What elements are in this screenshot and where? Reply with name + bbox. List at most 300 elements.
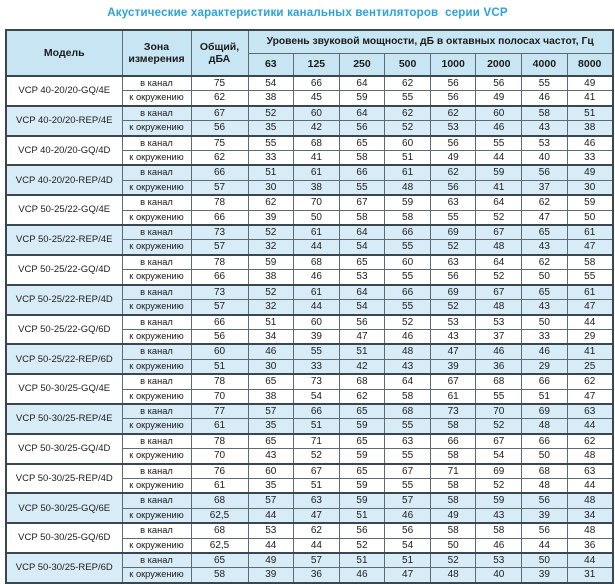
spl-cell: 51 [339,508,385,523]
spl-cell: 51 [385,553,431,568]
spl-cell: 68 [339,374,385,389]
model-cell: VCP 50-25/22-GQ/4D [6,255,122,285]
spl-cell: 54 [339,240,385,255]
spl-cell: 68 [294,136,340,151]
total-dba-cell: 66 [191,270,248,285]
spl-cell: 63 [567,404,613,419]
spl-cell: 52 [248,285,294,300]
spl-cell: 56 [522,165,568,180]
spl-cell: 66 [294,76,340,91]
spl-cell: 58 [430,493,476,508]
spl-cell: 58 [476,523,522,538]
spl-cell: 42 [339,359,385,374]
spl-cell: 33 [248,151,294,166]
spl-cell: 62 [430,106,476,121]
spl-cell: 62 [567,434,613,449]
model-cell: VCP 50-30/25-GQ/6E [6,493,122,523]
spl-cell: 39 [248,568,294,583]
spl-cell: 65 [339,255,385,270]
total-dba-cell: 60 [191,344,248,359]
spl-cell: 47 [339,329,385,344]
table-row [6,136,613,151]
spl-cell: 54 [294,389,340,404]
spl-cell: 50 [522,270,568,285]
spl-cell: 36 [476,359,522,374]
spl-cell: 49 [248,553,294,568]
spl-cell: 40 [476,568,522,583]
spl-cell: 46 [248,344,294,359]
spl-cell: 50 [522,315,568,330]
spl-cell: 40 [522,151,568,166]
total-dba-cell: 66 [191,315,248,330]
spl-cell: 57 [294,553,340,568]
table-row [6,225,613,240]
spl-cell: 50 [567,210,613,225]
spl-cell: 61 [567,285,613,300]
spl-cell: 38 [248,91,294,106]
zone-cell: в канал [122,553,191,568]
page-title: Акустические характеристики канальных вентиляторов серии VCP [107,7,508,19]
zone-cell: в канал [122,523,191,538]
spl-cell: 58 [385,210,431,225]
table-row [6,344,613,359]
model-cell: VCP 40-20/20-GQ/4E [6,76,122,106]
spl-cell: 49 [430,508,476,523]
spl-cell: 56 [430,91,476,106]
spl-cell: 55 [430,210,476,225]
spl-cell: 46 [476,121,522,136]
spl-cell: 59 [476,165,522,180]
model-cell: VCP 40-20/20-GQ/4D [6,136,122,166]
zone-cell: в канал [122,136,191,151]
spl-cell: 58 [522,106,568,121]
total-dba-cell: 66 [191,165,248,180]
total-dba-column-header: Общий, дБА [191,30,248,76]
spl-cell: 70 [476,404,522,419]
spl-cell: 49 [476,91,522,106]
zone-cell: к окружению [122,449,191,464]
spl-cell: 45 [294,91,340,106]
total-dba-cell: 56 [191,121,248,136]
zone-cell: в канал [122,404,191,419]
spl-cell: 51 [248,165,294,180]
spl-cell: 66 [385,225,431,240]
spl-cell: 63 [385,434,431,449]
freq-header-2000: 2000 [476,54,522,77]
spl-cell: 55 [385,91,431,106]
table-row [6,255,613,270]
spl-cell: 59 [248,255,294,270]
spl-cell: 46 [522,344,568,359]
spl-cell: 57 [385,493,431,508]
spl-cell: 61 [567,225,613,240]
spl-cell: 35 [248,419,294,434]
spl-cell: 48 [567,493,613,508]
zone-cell: в канал [122,106,191,121]
spl-cell: 44 [476,151,522,166]
spl-cell: 55 [385,240,431,255]
spl-cell: 38 [567,121,613,136]
spl-cell: 53 [522,136,568,151]
spl-cell: 60 [294,315,340,330]
spl-cell: 41 [476,180,522,195]
spl-cell: 63 [294,493,340,508]
spl-cell: 47 [567,300,613,315]
zone-cell: к окружению [122,478,191,493]
spl-cell: 56 [522,493,568,508]
spl-cell: 33 [522,329,568,344]
spl-cell: 61 [294,225,340,240]
spl-cell: 48 [567,449,613,464]
zone-cell: к окружению [122,270,191,285]
total-dba-cell: 57 [191,300,248,315]
spl-cell: 48 [476,300,522,315]
spl-cell: 65 [339,404,385,419]
table-row [6,165,613,180]
spl-cell: 56 [385,523,431,538]
spl-cell: 37 [522,180,568,195]
total-dba-cell: 62,5 [191,508,248,523]
spl-cell: 58 [430,478,476,493]
spl-cell: 68 [522,464,568,479]
spl-cell: 50 [522,553,568,568]
spl-cell: 38 [248,270,294,285]
spl-cell: 32 [248,240,294,255]
zone-cell: в канал [122,493,191,508]
spl-cell: 53 [339,270,385,285]
zone-cell: к окружению [122,91,191,106]
spl-cell: 67 [476,225,522,240]
spl-cell: 67 [339,195,385,210]
spl-cell: 47 [385,568,431,583]
spl-cell: 63 [430,195,476,210]
spl-cell: 55 [248,136,294,151]
spl-cell: 57 [248,493,294,508]
spl-cell: 66 [294,404,340,419]
freq-header-63: 63 [248,54,294,77]
total-dba-cell: 75 [191,136,248,151]
table-header [6,30,613,76]
spl-cell: 37 [476,329,522,344]
total-dba-cell: 51 [191,359,248,374]
spl-cell: 52 [476,210,522,225]
spl-cell: 54 [248,76,294,91]
spl-cell: 47 [294,508,340,523]
zone-cell: в канал [122,315,191,330]
total-dba-cell: 61 [191,478,248,493]
spl-group-header: Уровень звуковой мощности, дБ в октавных полосах частот, Гц [248,30,613,54]
spl-cell: 48 [522,478,568,493]
spl-cell: 30 [248,180,294,195]
spl-cell: 25 [567,359,613,374]
spl-cell: 30 [248,359,294,374]
spl-cell: 55 [339,180,385,195]
spl-cell: 64 [339,106,385,121]
spl-cell: 61 [430,389,476,404]
total-dba-cell: 56 [191,329,248,344]
spl-cell: 62 [385,76,431,91]
zone-cell: к окружению [122,180,191,195]
spl-cell: 70 [294,195,340,210]
spl-cell: 35 [248,478,294,493]
spl-cell: 51 [294,419,340,434]
spl-cell: 34 [567,508,613,523]
spl-cell: 39 [248,210,294,225]
spl-cell: 58 [339,151,385,166]
spl-cell: 46 [294,270,340,285]
zone-cell: к окружению [122,508,191,523]
spl-cell: 48 [522,419,568,434]
spl-cell: 60 [385,136,431,151]
table-body [6,76,613,583]
zone-cell: в канал [122,255,191,270]
zone-cell: в канал [122,195,191,210]
spl-cell: 59 [339,478,385,493]
spl-cell: 44 [248,538,294,553]
spl-cell: 56 [430,180,476,195]
spl-cell: 44 [567,419,613,434]
spl-cell: 55 [385,419,431,434]
spl-cell: 66 [522,434,568,449]
total-dba-cell: 58 [191,568,248,583]
total-dba-cell: 68 [191,493,248,508]
spl-cell: 73 [430,404,476,419]
spl-cell: 51 [339,553,385,568]
spl-cell: 62 [248,195,294,210]
spl-cell: 59 [567,195,613,210]
spl-cell: 62 [567,374,613,389]
spl-cell: 47 [430,344,476,359]
zone-cell: к окружению [122,121,191,136]
spl-cell: 52 [248,106,294,121]
spl-cell: 41 [567,344,613,359]
table-row [6,106,613,121]
spl-cell: 53 [476,315,522,330]
total-dba-cell: 65 [191,553,248,568]
spl-cell: 43 [385,359,431,374]
spl-cell: 44 [567,478,613,493]
spl-cell: 65 [248,374,294,389]
spl-cell: 62 [522,255,568,270]
spl-cell: 43 [522,121,568,136]
spl-cell: 44 [567,315,613,330]
spl-cell: 58 [430,449,476,464]
zone-cell: к окружению [122,240,191,255]
spl-cell: 61 [294,165,340,180]
spl-cell: 58 [567,255,613,270]
zone-cell: в канал [122,165,191,180]
spl-cell: 43 [522,300,568,315]
spl-cell: 66 [430,434,476,449]
spl-cell: 58 [339,210,385,225]
spl-cell: 61 [294,285,340,300]
spl-cell: 51 [339,344,385,359]
spl-cell: 59 [339,449,385,464]
spl-cell: 52 [339,538,385,553]
model-cell: VCP 50-30/25-GQ/4D [6,434,122,464]
spl-cell: 66 [522,374,568,389]
total-dba-cell: 78 [191,195,248,210]
spl-cell: 29 [522,359,568,374]
spl-cell: 71 [294,434,340,449]
spl-cell: 53 [248,523,294,538]
total-dba-cell: 78 [191,434,248,449]
freq-header-250: 250 [339,54,385,77]
spl-cell: 44 [294,538,340,553]
spl-cell: 39 [294,329,340,344]
spl-cell: 48 [385,180,431,195]
spl-cell: 67 [476,285,522,300]
zone-cell: к окружению [122,359,191,374]
total-dba-cell: 73 [191,225,248,240]
total-dba-cell: 66 [191,210,248,225]
spl-cell: 50 [522,449,568,464]
table-row [6,434,613,449]
spl-cell: 43 [430,329,476,344]
spl-cell: 46 [385,508,431,523]
freq-header-8000: 8000 [567,54,613,77]
spl-cell: 53 [430,315,476,330]
spl-cell: 66 [339,165,385,180]
spl-cell: 56 [339,121,385,136]
spl-cell: 69 [476,464,522,479]
spl-cell: 44 [294,240,340,255]
model-cell: VCP 50-30/25-GQ/4E [6,374,122,404]
spl-cell: 53 [476,553,522,568]
table-row [6,315,613,330]
spl-cell: 46 [567,136,613,151]
model-cell: VCP 50-30/25-REP/4E [6,404,122,434]
spl-cell: 65 [522,225,568,240]
spl-cell: 49 [567,76,613,91]
model-cell: VCP 50-30/25-GQ/6D [6,523,122,553]
table-row [6,553,613,568]
spl-cell: 51 [567,106,613,121]
spl-cell: 55 [476,136,522,151]
table-row [6,374,613,389]
spl-cell: 59 [339,419,385,434]
zone-cell: к окружению [122,151,191,166]
spl-cell: 54 [476,449,522,464]
freq-header-4000: 4000 [522,54,568,77]
spl-cell: 67 [476,434,522,449]
spl-cell: 61 [385,165,431,180]
spl-cell: 43 [248,449,294,464]
spl-cell: 69 [430,225,476,240]
spl-cell: 34 [248,329,294,344]
spl-cell: 46 [476,344,522,359]
spl-cell: 44 [567,553,613,568]
spl-cell: 51 [522,389,568,404]
spl-cell: 58 [430,523,476,538]
total-dba-cell: 75 [191,76,248,91]
spl-cell: 64 [339,225,385,240]
total-dba-cell: 57 [191,240,248,255]
spl-cell: 59 [385,195,431,210]
spl-cell: 63 [567,464,613,479]
spl-cell: 58 [430,419,476,434]
spl-cell: 35 [248,121,294,136]
zone-cell: к окружению [122,419,191,434]
table-row [6,76,613,91]
spl-cell: 64 [476,195,522,210]
freq-header-1000: 1000 [430,54,476,77]
spl-cell: 65 [339,136,385,151]
spl-cell: 62 [294,523,340,538]
zone-cell: в канал [122,434,191,449]
total-dba-cell: 76 [191,464,248,479]
spl-cell: 38 [248,389,294,404]
total-dba-cell: 62 [191,91,248,106]
spl-cell: 62 [339,389,385,404]
spl-cell: 47 [522,210,568,225]
spl-cell: 44 [522,538,568,553]
spl-cell: 55 [294,344,340,359]
total-dba-cell: 78 [191,255,248,270]
table-row [6,464,613,479]
spl-cell: 60 [294,106,340,121]
spl-cell: 43 [522,240,568,255]
spl-cell: 36 [567,538,613,553]
spl-cell: 64 [339,285,385,300]
spl-cell: 56 [522,523,568,538]
spl-cell: 49 [567,165,613,180]
total-dba-cell: 77 [191,404,248,419]
spl-cell: 64 [339,76,385,91]
spl-cell: 59 [476,493,522,508]
acoustic-table [5,29,614,584]
table-row [6,285,613,300]
spl-cell: 64 [476,255,522,270]
spl-cell: 60 [248,464,294,479]
spl-cell: 29 [567,329,613,344]
total-dba-cell: 62 [191,151,248,166]
model-cell: VCP 50-25/22-REP/4E [6,225,122,255]
spl-cell: 52 [385,121,431,136]
zone-cell: в канал [122,464,191,479]
spl-cell: 39 [430,359,476,374]
zone-cell: в канал [122,285,191,300]
spl-cell: 46 [339,568,385,583]
spl-cell: 52 [430,300,476,315]
spl-cell: 71 [430,464,476,479]
spl-cell: 50 [430,538,476,553]
spl-cell: 56 [430,136,476,151]
spl-cell: 51 [294,478,340,493]
spl-cell: 65 [339,464,385,479]
spl-cell: 62 [430,165,476,180]
spl-cell: 56 [339,523,385,538]
spl-cell: 48 [385,344,431,359]
spl-cell: 46 [522,91,568,106]
total-dba-cell: 73 [191,285,248,300]
spl-cell: 50 [294,210,340,225]
spl-cell: 48 [567,523,613,538]
zone-cell: в канал [122,344,191,359]
model-cell: VCP 50-25/22-GQ/6D [6,315,122,345]
spl-cell: 43 [476,508,522,523]
zone-cell: в канал [122,374,191,389]
spl-cell: 48 [430,568,476,583]
spl-cell: 55 [567,270,613,285]
total-dba-cell: 70 [191,389,248,404]
total-dba-cell: 70 [191,449,248,464]
spl-cell: 36 [294,568,340,583]
spl-cell: 51 [385,151,431,166]
spl-cell: 52 [476,478,522,493]
table-row [6,523,613,538]
zone-cell: в канал [122,225,191,240]
